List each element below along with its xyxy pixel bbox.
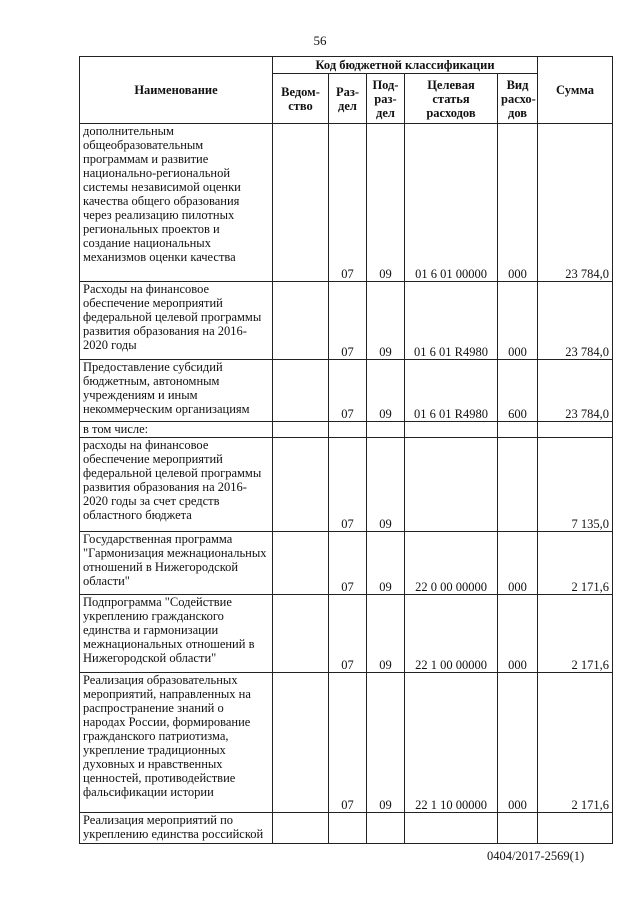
row-expense-type: 000 — [498, 673, 538, 813]
row-department — [273, 532, 329, 595]
row-target-item: 22 0 00 00000 — [405, 532, 498, 595]
table-row — [80, 673, 613, 813]
row-subsection — [367, 813, 405, 844]
row-section: 07 — [329, 673, 367, 813]
row-name: Подпрограмма "Содействие укреплению гражданского единства и гармонизации межнациональных отношений в Нижегородской области" — [80, 595, 273, 673]
table-row — [80, 282, 613, 360]
row-name: Реализация образовательных мероприятий, направленных на распространение знаний о народах России, формирование гражданского патриотизма, укрепление традиционных духовных и нравственных ценностей, противодействие фальсификации истории — [80, 673, 273, 813]
header-subsection: Под-раз-дел — [367, 74, 405, 124]
row-department — [273, 360, 329, 422]
table-row — [80, 422, 613, 438]
page-number: 56 — [313, 33, 327, 48]
row-section: 07 — [329, 595, 367, 673]
row-target-item — [405, 438, 498, 532]
row-department — [273, 422, 329, 438]
table-row — [80, 360, 613, 422]
row-name: в том числе: — [80, 422, 273, 438]
row-subsection: 09 — [367, 595, 405, 673]
row-department — [273, 595, 329, 673]
row-subsection: 09 — [367, 438, 405, 532]
row-target-item: 22 1 00 00000 — [405, 595, 498, 673]
table-row — [80, 813, 613, 844]
row-target-item — [405, 422, 498, 438]
row-sum: 2 171,6 — [538, 595, 613, 673]
table-row — [80, 438, 613, 532]
row-name: дополнительным общеобразовательным программам и развитие национально-региональной системы независимой оценки качества общего образования через реализацию пилотных региональных проектов и создание национальных механизмов оценки качества — [80, 124, 273, 282]
row-name: Расходы на финансовое обеспечение мероприятий федеральной целевой программы развития образования на 2016-2020 годы — [80, 282, 273, 360]
row-sum: 2 171,6 — [538, 673, 613, 813]
row-subsection: 09 — [367, 282, 405, 360]
row-section: 07 — [329, 532, 367, 595]
row-name: Предоставление субсидий бюджетным, автономным учреждениям и иным некоммерческим организациям — [80, 360, 273, 422]
row-expense-type — [498, 438, 538, 532]
row-expense-type — [498, 422, 538, 438]
row-expense-type — [498, 813, 538, 844]
budget-table — [79, 56, 613, 844]
row-expense-type: 600 — [498, 360, 538, 422]
row-target-item: 22 1 10 00000 — [405, 673, 498, 813]
row-sum: 7 135,0 — [538, 438, 613, 532]
header-expense-type: Вид расхо-дов — [498, 74, 538, 124]
row-subsection: 09 — [367, 124, 405, 282]
row-sum: 2 171,6 — [538, 532, 613, 595]
header-department: Ведом-ство — [273, 74, 329, 124]
table-row — [80, 532, 613, 595]
row-expense-type: 000 — [498, 282, 538, 360]
document-code: 0404/2017-2569(1) — [487, 849, 585, 863]
row-department — [273, 438, 329, 532]
header-budget-code: Код бюджетной классификации — [273, 57, 538, 74]
row-section: 07 — [329, 124, 367, 282]
row-target-item: 01 6 01 00000 — [405, 124, 498, 282]
row-sum: 23 784,0 — [538, 124, 613, 282]
header-name: Наименование — [80, 57, 273, 124]
row-section: 07 — [329, 282, 367, 360]
row-subsection — [367, 422, 405, 438]
row-target-item: 01 6 01 R4980 — [405, 360, 498, 422]
row-target-item: 01 6 01 R4980 — [405, 282, 498, 360]
row-name: расходы на финансовое обеспечение мероприятий федеральной целевой программы развития образования на 2016-2020 годы за счет средств областного бюджета — [80, 438, 273, 532]
row-section — [329, 422, 367, 438]
row-subsection: 09 — [367, 673, 405, 813]
row-target-item — [405, 813, 498, 844]
row-sum — [538, 813, 613, 844]
header-section: Раз-дел — [329, 74, 367, 124]
row-sum — [538, 422, 613, 438]
row-expense-type: 000 — [498, 532, 538, 595]
row-expense-type: 000 — [498, 595, 538, 673]
header-sum: Сумма — [538, 57, 613, 124]
header-target-item: Целевая статья расходов — [405, 74, 498, 124]
table-row — [80, 124, 613, 282]
row-sum: 23 784,0 — [538, 360, 613, 422]
row-subsection: 09 — [367, 360, 405, 422]
row-department — [273, 813, 329, 844]
table-row — [80, 595, 613, 673]
row-name: Реализация мероприятий по укреплению единства российской — [80, 813, 273, 844]
row-expense-type: 000 — [498, 124, 538, 282]
row-subsection: 09 — [367, 532, 405, 595]
row-department — [273, 673, 329, 813]
row-section: 07 — [329, 438, 367, 532]
row-name: Государственная программа "Гармонизация межнациональных отношений в Нижегородской области" — [80, 532, 273, 595]
row-section — [329, 813, 367, 844]
row-sum: 23 784,0 — [538, 282, 613, 360]
row-section: 07 — [329, 360, 367, 422]
row-department — [273, 124, 329, 282]
row-department — [273, 282, 329, 360]
